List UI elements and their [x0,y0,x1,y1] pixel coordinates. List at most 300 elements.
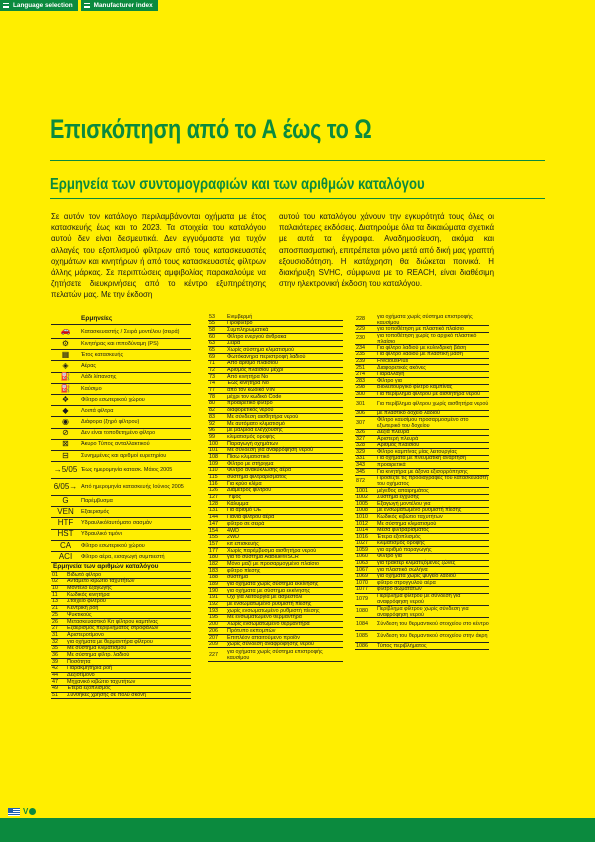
catalog-code-row-text: 4WD [227,527,239,534]
catalog-code-row-key: 1005 [356,500,368,507]
legend-row-text: Έως ημερομηνία κατασκ. Μάιος 2005 [81,467,173,474]
catalog-code-row-key: 307 [356,419,365,426]
legend-row-text: Φίλτρο εσωτερικού χώρου [81,396,145,403]
catalog-code-row-key: 177 [209,547,218,554]
catalog-code-row-key: 74 [209,380,215,387]
catalog-code-row-text: Διάμετρος φίλτρου [227,487,272,494]
catalog-code-row-key: 35 [52,645,58,652]
manufacturer-index-button[interactable] [81,0,158,11]
catalog-code-row-key: 101 [209,447,218,454]
catalog-code-row-key: 326 [356,429,365,435]
catalog-code-row-key: 55 [209,320,215,327]
catalog-code-row-key: 182 [209,560,218,567]
catalog-code-row-key: 343 [356,461,365,468]
catalog-code-row-key: 51 [52,692,58,699]
catalog-code-row-text: Φίλτρο καμπίνας μίας λειτουργίας [377,448,458,455]
catalog-code-row-key: 60 [209,333,215,340]
catalog-code-row-text: Μηχανικό κιβώτιο ταχυτήτων [67,678,136,685]
catalog-code-row-text: Έτερα εξοπλισμός [377,533,421,540]
catalog-code-row-key: 301 [356,400,365,407]
catalog-code-row-text: Ενιμβερμή [227,313,253,320]
catalog-code-row-key: 345 [356,468,365,475]
catalog-code-row-text: Συμπληρωματικά [227,326,269,333]
catalog-code-row-text: Από αριθμό πλαισίου [227,360,278,367]
catalog-code-row-key: 1086 [356,642,368,649]
catalog-code-row-text: για οχήματα χωρίς σύστημα εκκίνησης [227,581,319,588]
catalog-code-row-text: σύστημα φιλτραρίσματος [227,474,287,481]
catalog-code-row-text: για οχήματα με σύστημα εκκίνησης [227,587,311,594]
catalog-code-row-key: 92 [209,420,215,427]
oil-can-icon: ⛽ [60,372,71,382]
catalog-code-row-text: για τοποθέτηση χωρίς το αρχικό πλαστικό πλαίσιο [377,332,477,345]
catalog-code-row-text: Για κινητήρα με άξονα εξισορρόπησης [377,468,468,475]
catalog-code-row-text: μέγεθος απαιρημάτος [377,487,429,494]
legend-row-key: HTF [57,518,74,528]
catalog-code-row-key: 63 [209,340,215,347]
catalog-code-row-key: 39 [52,658,58,665]
legend-row [51,395,191,406]
bottom-bar [0,818,595,842]
catalog-code-row-key: 126 [209,487,218,494]
catalog-code-row-key: 192 [209,601,218,608]
page-title: Επισκόπηση από το Α έως το Ω [50,114,372,144]
catalog-code-row-text: FreciousPlus [377,358,409,365]
catalog-code-row-text: κιτ επισκευής [227,540,259,547]
catalog-code-row-text: Κάλυμμα [227,500,249,507]
catalog-code-row-text: Κεντρική ροή [67,605,99,612]
catalog-code-row-key: 872 [356,478,365,485]
catalog-code-row-key: 83 [209,413,215,420]
catalog-code-row-text: Προσέξτε τις προδιαγραφές του κατασκευαστή του οχήματος [377,475,488,488]
menu-icon [84,3,90,8]
catalog-code-row-text: Κωδικός κιβώτιο ταχυτήτων [377,513,443,520]
catalog-code-row-text: μέχρι τον κωδικό Code [227,393,282,400]
catalog-code-row-key: 200 [209,621,218,628]
legend-row [51,325,191,339]
legend-row [51,507,191,518]
catalog-code-row-text: Παρακμητήρια ροή [67,665,113,672]
menu-icon [3,3,9,8]
catalog-code-row-text: Χωρίς παρέμβυσμα αισθητήρα νερού [227,547,317,554]
legend-row [51,339,191,350]
catalog-code-row-text: Αριστεροτίμονο [67,631,104,638]
catalog-code-row-text: Φίλτρο με στήριγμα [227,460,274,467]
catalog-code-row-key: 228 [356,316,365,323]
legend-row-key: VEN [57,507,74,517]
catalog-code-row-key: 36 [52,651,58,658]
catalog-code-row [355,392,489,399]
legend-row [51,440,191,451]
catalog-code-row-text: Για φίλτρο λαδιού με κυλινδρική βάση [377,344,467,351]
catalog-code-row-text: με ενσωματωμένο ρυθμιστή πίεσης [377,507,462,514]
catalog-code-row-text: Για φίλτρο λαδιού με πλαστική βάση [377,351,463,358]
catalog-code-row-text: Μοντέλο έξαγωγής [67,585,112,592]
catalog-code-row-key: 69 [209,353,215,360]
catalog-code-row-key: 58 [209,326,215,333]
catalog-code-row-text: Με αυτόματο κλιματισμό [227,420,285,427]
catalog-code-row-key: 206 [209,627,218,634]
catalog-code-row-key: 21 [52,605,58,612]
catalog-code-row-text: προαιρετικό φίλτρο [227,400,273,407]
catalog-code-row-key: 155 [209,534,218,541]
legend-row [51,406,191,417]
intro-text-left: Σε αυτόν τον κατάλογο περιλαμβάνονται οχήματα με έτος κατασκευής έως και το 2023. Τα στοιχεία του καταλόγου αυτού δεν είναι δεσμευτικά. Δεν εγγυόμαστε για τυχόν αλλαγές του εξοπλισμού φίλτρων από τους κατασκευαστές οχημάτων και κινητήρων ή από τους κατασκευαστές φίλτρων άλλης μάρκας. Σε περιπτώσεις αμφιβολίας παρακαλούμε να ζητήσετε διευκρινήσεις από το κέντρο εξυπηρέτησης πελατών μας. Με την έκδοση [51,212,266,300]
catalog-code-row-key: 193 [209,607,218,614]
legend-row-key: CA [59,540,72,550]
catalog-code-row-text: σύστημα [227,574,248,581]
catalog-code-row-text: Όχι για λειτουργία με ασβεστόλι [227,594,303,601]
catalog-code-row-key: 1084 [356,620,368,627]
catalog-code-row-text: Ύψος [227,494,242,501]
catalog-code-row-text: Παραγωγή οχημάτων [227,440,279,447]
catalog-code-row-key: 235 [356,351,365,358]
catalog-code-row-text: Παραλλαγή [377,371,405,378]
catalog-code-row-text: Με ενσωματωμένο θερμαντήρα [227,614,302,621]
catalog-code-row-key: 300 [356,391,365,398]
catalog-code-row-text: Φίλτρο καυσίμου προσαρμοσμένο στο εξωτερικό του δοχείου [377,416,469,429]
legend-row-text: Δεν είναι τοποθετημένο φίλτρο [81,430,156,437]
legend-row [51,462,191,479]
page-dot-icon [29,808,36,815]
catalog-code-row-key: 26 [52,618,58,625]
catalog-code-row-text: για οχήματα με θερμαντήρα φίλτρου [67,638,153,645]
title-divider [50,160,545,161]
catalog-code-row-key: 195 [209,614,218,621]
catalog-code-row-text: Για περίβλημα φίλτρου με αισθητήρα νερού [377,391,481,398]
catalog-code-row-key: 49 [52,685,58,692]
catalog-code-row-text: Αριθμός πλαισίου μέχρι [227,367,284,374]
catalog-code-row-text: Ποσότητα [67,658,91,665]
catalog-code-row-key: 1070 [356,579,368,586]
catalog-code-row-key: 189 [209,581,218,588]
catalog-code-row-text: διαφορετικός νερού [227,407,274,414]
legend-row-text: Φίλτρο αέρα, εισαγωγή συμπιεστή [81,553,165,560]
catalog-code-row-text: Σύνδεση του θερμαντικού στοιχείου στην άκρη [377,633,488,640]
catalog-code-row-key: 1014 [356,527,368,534]
catalog-code-row-text: Μέσα φιλτραρίσματος [377,527,429,534]
page-subtitle: Ερμηνεία των συντομογραφιών και των αριθμών καταλόγου [50,176,425,193]
catalog-code-row-key: 144 [209,514,218,521]
catalog-code-row-key: 230 [356,335,365,342]
catalog-code-row-key: 78 [209,393,215,400]
legend-row-text: Λοιπά φίλτρα [81,407,114,414]
legend-row-text: Εξαερισμός [81,509,110,516]
manufacturer-index-label: Manufacturer index [93,2,153,9]
dryer-icon: ◉ [62,417,69,427]
legend-row-text: Υδραυλικό τιμόνι [81,531,122,538]
catalog-code-row-text: Δεξιοτίμονο [67,672,95,679]
cabin-filter-icon: ❖ [61,394,70,404]
catalog-code-row-text: Από κινητήρα No [227,373,269,380]
catalog-code-row-key: 1008 [356,507,368,514]
legend-row [51,361,191,372]
catalog-code-row-key: 1016 [356,533,368,540]
catalog-code-row-key: 1027 [356,540,368,547]
catalog-code-row-text: Πρότυπο εκπομπών [227,627,276,634]
catalog-code-row-text: Αριθμός πλαισίου [377,442,420,449]
legend-row-key: →5/05 [53,464,78,474]
invalid-ref-icon: ⊠ [62,439,69,449]
catalog-code-row-key: 32 [52,638,58,645]
catalog-code-row-key: 274 [356,371,365,378]
legend-row [51,350,191,361]
catalog-code-row-key: 65 [209,346,215,353]
catalog-code-row-text: Σύστημα έγχυσης [377,494,420,501]
catalog-code-row-key: 1077 [356,586,368,593]
catalog-code-row [208,648,343,662]
catalog-code-row-key: 328 [356,442,365,449]
legend-row-text: Διάφορα (ξηρό φίλτρου) [81,419,140,426]
catalog-code-row-text: προαιρετικά [377,461,406,468]
catalog-code-row-key: 227 [209,651,218,658]
catalog-code-row-key: 207 [209,634,218,641]
catalog-code-row-key: 96 [209,427,215,434]
catalog-code-row-text: για οχήματα χωρίς ψυγείο λαδιού [377,573,456,580]
catalog-code-row-key: 116 [209,480,218,487]
legend-row [51,373,191,384]
catalog-code-row-text: για οχήματα χωρίς σύστημα επιστροφής καυσίμου [377,313,473,326]
legend-row [51,479,191,496]
catalog-code-row [355,594,489,606]
catalog-code-row-key: 1085 [356,633,368,640]
catalog-code-row-key: 110 [209,467,218,474]
catalog-code-row-key: 73 [209,373,215,380]
catalog-code-row-text: Συνθήκες χρήσης σε πολύ σκόνη [67,692,146,699]
catalog-code-row-text: Βιολειτουργικό φίλτρο καμπίνας [377,384,453,391]
catalog-code-row-text: Έτερα εξοπλισμός [67,685,111,692]
catalog-code-row-text: Φωτόκανηρα περιστροφή λαδιού [227,353,306,360]
legend-row-text: Άκυρο Τύπος ανταλλακτικού [81,441,150,448]
catalog-code-row-text: φίλτρο πίεσης [227,567,261,574]
catalog-code-row-text: Αριστερή πλευρά [377,435,419,442]
catalog-code-row-key: 283 [356,377,365,384]
continue-icon: ⊟ [62,450,69,460]
language-selection-label: Language selection [13,2,73,9]
catalog-code-row-text: Πανιά φίλτρου αέρα [227,514,275,521]
catalog-code-row-key: 331 [356,455,365,462]
catalog-code-row-key: 01 [52,571,58,578]
catalog-code-row [355,417,489,429]
catalog-code-row-key: 183 [209,567,218,574]
legend-row-text: Κινητήρας και ιπποδύναμη (PS) [81,340,159,347]
catalog-code-row-text: Χωρίς ενσωματωμένο θερμαντήρα [227,621,310,628]
catalog-code-row [355,314,489,326]
fuel-icon: ⛽ [60,383,71,393]
air-filter-icon: ◈ [62,361,69,371]
catalog-code-row-key: 44 [52,672,58,679]
legend-row [51,552,191,563]
catalog-code-row-key: 31 [52,631,58,638]
legend-row [51,496,191,507]
catalog-code-row-text: Για οχήματα με πνευματική ανάρτηση [377,455,467,462]
legend-header: Ερμηνείες [51,314,191,325]
catalog-code-row [355,398,489,410]
catalog-code-row-key: 10 [52,585,58,592]
legend-row-text: Υδραυλικό/αυτόματο σασμάν [81,520,152,527]
legend-row-text: Λάδι λίπανσης [81,374,117,381]
catalog-code-row-text: Φίλτρο για [377,377,402,384]
legend-row [51,530,191,541]
catalog-code-row-key: 239 [356,358,365,365]
subtitle-divider [50,198,545,199]
catalog-code-row-key: 1079 [356,595,368,602]
catalog-code-row-text: 2WD [227,534,239,541]
catalog-code-row-text: Αντάμετο κιβώτιο ταχυτήτων [67,578,135,585]
catalog-code-row-key: 157 [209,540,218,547]
catalog-code-row-text: για το σύστημα AdBlue®/SCR [227,554,299,561]
catalog-code-row-text: χωρίς σύνδεση αναφρόφησης νερού [227,641,314,648]
catalog-code-row-key: 1001 [356,487,368,494]
catalog-code-row-key: 1063 [356,560,368,567]
page-number-badge [23,807,36,816]
catalog-code-row-key: 180 [209,554,218,561]
catalog-code-row-text: κλιματισμός οροφής [227,433,275,440]
catalog-code-row-key: 251 [356,364,365,371]
legend-row-text: Συνημμένες και αριθμοί ευρετηρίου [81,452,167,459]
catalog-code-row-text: Φίλτρο ανακύκλωσης αέρα [227,467,292,474]
catalog-code-row-text: Επιπλέον απαιτούμενο προϊόν [227,634,300,641]
page-number: V [23,807,29,816]
catalog-code-row-key: 100 [209,440,218,447]
legend-row [51,429,191,440]
catalog-code-row-text: χωρίς ενσωματωμένο ρυθμιστή πίεσης [227,607,320,614]
intro-text-right: αυτού του καταλόγου χάνουν την εγκυρότητά τους όλες οι παλαιότερες εκδόσεις. Διατηρούμε όλα τα δικαιώματα σχετικά με αυτά τα έγγραφα. Αναδημοσίευση, ακόμα και αποσπασματική, επιτρέπεται μόνο μετά από δική μας γραπτή εξουσιοδότηση. Η κατάχρηση θα διώκεται ποινικά. Η διακήρυξη SVHC, σύμφωνα με το REACH, είναι διαθέσιμη στην ηλεκτρονική έκδοση του καταλόγου. [279,212,494,289]
catalog-code-row-text: για οχήματα χωρίς σύστημα επιστροφής καυσίμου [227,648,323,661]
catalog-code-row-text: για πλαστικό σωλήνα [377,566,428,573]
codes-column-3 [355,314,489,650]
catalog-code-row-text: φίλτρο στρογγυλού αέρα [377,579,436,586]
legend-row-text: Έτος κατασκευής [81,351,124,358]
catalog-code-row [355,643,489,650]
catalog-code-row-text: Μόνο μαζί με προσαρμογμένο πλαίσιο [227,560,319,567]
catalog-code-row-key: 1059 [356,546,368,553]
legend-row [51,541,191,552]
catalog-code-row-key: 306 [356,410,365,417]
page-footer [8,807,36,816]
catalog-code-row-key: 25 [52,611,58,618]
catalog-code-row-key: 1069 [356,573,368,580]
catalog-code-row-text: Περίβλημα φίλτρου με σύνδεση για αναφρόφηση νερού [377,593,461,606]
catalog-code-row-key: 99 [209,433,215,440]
legend-row-text: Φίλτρο εσωτερικού χώρου [81,542,145,549]
legend-row-key: ACI [58,551,73,561]
catalog-code-row-key: 47 [52,678,58,685]
catalog-code-row-key: 1010 [356,513,368,520]
catalog-code-row-key: 190 [209,587,218,594]
engine-icon: ⚙ [61,338,70,348]
catalog-code-row-text: Με σύνδεση για αναφρόφηση νερού [227,447,314,454]
other-filter-icon: ◆ [62,405,69,415]
catalog-code-row-text: Σειρά [227,340,241,347]
catalog-code-row [355,606,489,618]
catalog-code-row-text: Με σύστημα φίλτρ. λαδιού [67,651,130,658]
legend-row [51,384,191,395]
catalog-code-row-text: Με σύνδεση αισθητήρα νερού [227,413,299,420]
no-filter-icon: ⊘ [62,428,69,438]
catalog-code-row-text: φίλτρο αωματάτων [377,586,422,593]
catalog-code-row-key: 115 [209,474,218,481]
legend-column [51,314,191,699]
catalog-code-row-text: Φίλτρο για [377,553,402,560]
catalog-code-row-text: με πλαστικό δοχείο λαδιού [377,410,440,417]
catalog-code-row-key: 327 [356,435,365,442]
catalog-code-row-text: Δεξιά πλευρά [377,429,410,435]
catalog-code-row [355,476,489,488]
catalog-code-row-key: 128 [209,500,218,507]
catalog-code-row-text: Έως κινητήρα No [227,380,269,387]
catalog-code-row-text: Πίσω κλιματιστικό [227,453,270,460]
catalog-code-row-text: Διαφορετικές ακόνες [377,364,426,371]
catalog-code-row [51,693,191,700]
catalog-code-row-key: 82 [209,407,215,414]
catalog-code-row-text: για αριθμό παραγωγής [377,546,432,553]
legend-row-text: Αέρας [81,363,97,370]
catalog-code-row-key: 209 [209,641,218,648]
catalog-code-row-text: Κωδικός κινητήρα [67,591,110,598]
catalog-code-row-text: Εξαερισμός περιβλήματος στροφάλων [67,625,159,632]
codes-header: Ερμηνεία των αριθμών καταλόγου [51,563,191,572]
greek-flag-icon [8,808,20,816]
catalog-code-row-key: 154 [209,527,218,534]
catalog-code-row-text: Με σύστημα κλιματισμού [377,520,437,527]
catalog-code-row-key: 27 [52,625,58,632]
catalog-code-row-key: 1067 [356,566,368,573]
catalog-code-row-key: 42 [52,665,58,672]
catalog-code-row-key: 1012 [356,520,368,527]
catalog-code-row-text: Τύπος περιβλήματος [377,642,427,649]
legend-row [51,417,191,428]
catalog-code-row [208,642,343,649]
catalog-code-row-text: φίλτρο σε σειρά [227,520,265,527]
catalog-code-row-key: 229 [356,325,365,332]
catalog-code-row-text: κλιματισμός οροφής [377,540,425,547]
catalog-code-row-key: 80 [209,400,215,407]
catalog-code-row [355,618,489,630]
catalog-code-row-key: 72 [209,367,215,374]
catalog-code-row-key: 108 [209,453,218,460]
legend-row-key: 6/05→ [53,481,78,491]
legend-row [51,518,191,529]
catalog-code-row [355,333,489,345]
legend-row-key: HST [57,529,74,539]
catalog-code-row-key: 1080 [356,608,368,615]
catalog-code-row-key: 109 [209,460,218,467]
catalog-code-row-text: Προφίλτρο [227,320,253,327]
legend-row-text: Κατασκευαστής / Σειρά μοντέλου (σειρά) [81,328,180,335]
catalog-code-row [355,631,489,643]
catalog-code-row-key: 127 [209,494,218,501]
catalog-code-row-key: 234 [356,344,365,351]
catalog-code-row-text: για τρακτέρ κλιματιζόμενες ζώνες [377,560,456,567]
language-selection-button[interactable] [0,0,78,11]
catalog-code-row-text: Για περίβλημα φίλτρου χωρίς αισθητήρα νερού [377,400,489,407]
codes-column-2 [208,314,343,662]
catalog-code-row-text: για τοποθέτηση με πλαστικό πλαίσιο [377,325,464,332]
calendar-icon: ▦ [61,349,70,359]
legend-row [51,451,191,462]
catalog-code-row-text: Χωρίς σύστημα κλιματισμού [227,346,295,353]
catalog-code-row-text: Ψυκτικούς [67,611,92,618]
top-navigation [0,0,158,12]
catalog-code-row-key: 77 [209,387,215,394]
catalog-code-row-text: Στοιχείο φίλτρου [67,598,106,605]
catalog-code-row-key: 298 [356,384,365,391]
catalog-code-row-text: με βαλβίδα ελέγχουσης [227,427,283,434]
catalog-code-row-key: 131 [209,507,218,514]
catalog-code-row-key: 11 [52,591,58,598]
catalog-code-row-text: Μετασκευαστικό Κιτ φίλτρου καμπίνας [67,618,158,625]
catalog-code-row-key: 13 [52,598,58,605]
